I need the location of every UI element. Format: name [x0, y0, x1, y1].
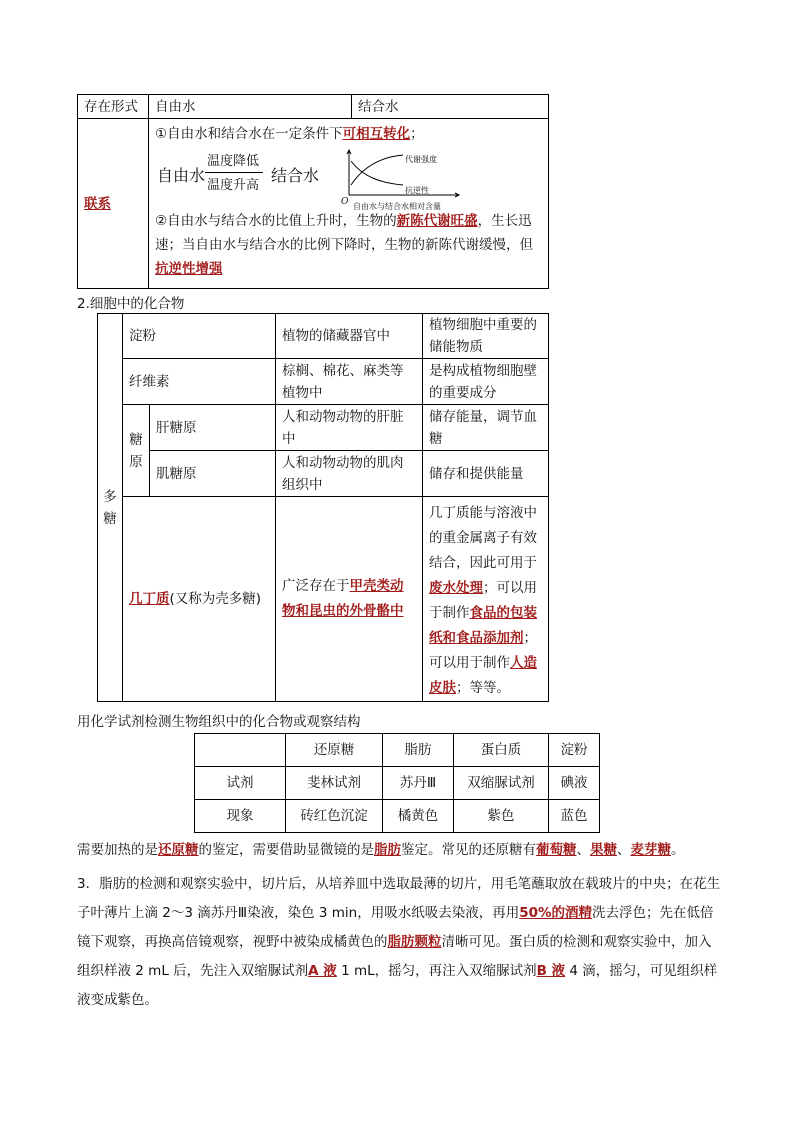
header-starch: 淀粉 [549, 734, 600, 767]
reagent-table: 还原糖 脂肪 蛋白质 淀粉 试剂 斐林试剂 苏丹Ⅲ 双缩脲试剂 碘液 现象 砖红色沉淀 橘黄色 紫色 蓝色 [194, 733, 600, 833]
graph-label-metabolism: 代谢强度 [405, 155, 437, 164]
lianxi-content [149, 119, 549, 289]
cellulose-name: 纤维素 [123, 359, 276, 405]
cellulose-location: 棕榈、棉花、麻类等植物中 [276, 359, 423, 405]
polysaccharide-table [97, 313, 549, 702]
graph-label-resistance: 抗逆性 [405, 186, 429, 195]
graph-x-label: 自由水与结合水相对含量 [353, 202, 441, 211]
starch-function: 植物细胞中重要的储能物质 [423, 314, 549, 359]
relation-line-1: ①自由水和结合水在一定条件下可相互转化； [155, 126, 424, 142]
liver-glycogen-function: 储存能量，调节血糖 [423, 405, 549, 451]
liver-glycogen-location: 人和动物动物的肝脏中 [276, 405, 423, 451]
equilibrium-arrow [205, 172, 263, 173]
chitin-name: 几丁质(又称为壳多糖) [123, 497, 276, 702]
row-phenomenon-label: 现象 [195, 800, 286, 833]
liver-glycogen-name: 肝糖原 [150, 405, 276, 451]
header-bound-water: 结合水 [352, 95, 549, 119]
header-form: 存在形式 [78, 95, 149, 119]
graph-origin: O [341, 197, 349, 207]
relation-line-2: ②自由水与结合水的比值上升时，生物的新陈代谢旺盛，生长迅速；当自由水与结合水的比例下降时，生物的新陈代谢缓慢，但抗逆性增强 [155, 213, 533, 277]
header-fat: 脂肪 [383, 734, 454, 767]
lianxi-label: 联系 [78, 119, 149, 289]
section-3-title: 用化学试剂检测生物组织中的化合物或观察结构 [77, 714, 361, 730]
fat-detection-paragraph: 3．脂肪的检测和观察实验中，切片后，从培养皿中选取最薄的切片，用毛笔蘸取放在载玻片的中央；在花生子叶薄片上滴 2～3 滴苏丹Ⅲ染液，染色 3 min，用吸水纸吸去染液，再用50%的酒精洗去浮色；先在低倍镜下观察，再换高倍镜观察，视野中被染成橘黄色的脂肪颗粒清晰可见。蛋白质的检测和观察实验中，加入组织样液 2 mL 后，先注入双缩脲试剂A 液 1 mL，摇匀，再注入双缩脲试剂B 液 4 滴，摇匀，可见组织样液变成紫色。 [77, 876, 721, 1008]
section-2-title: 2.细胞中的化合物 [77, 296, 185, 312]
muscle-glycogen-location: 人和动物动物的肌肉组织中 [276, 451, 423, 497]
duotang-label: 多 糖 [98, 314, 123, 702]
header-free-water: 自由水 [149, 95, 352, 119]
header-protein: 蛋白质 [454, 734, 549, 767]
tangyuan-label: 糖 原 [123, 405, 150, 497]
row-reagent-label: 试剂 [195, 767, 286, 800]
cellulose-function: 是构成植物细胞壁的重要成分 [423, 359, 549, 405]
muscle-glycogen-name: 肌糖原 [150, 451, 276, 497]
starch-name: 淀粉 [123, 314, 276, 359]
muscle-glycogen-function: 储存和提供能量 [423, 451, 549, 497]
chitin-function: 几丁质能与溶液中的重金属离子有效结合，因此可用于废水处理；可以用于制作食品的包装纸和食品添加剂；可以用于制作人造皮肤；等等。 [423, 497, 549, 702]
chitin-location: 广泛存在于甲壳类动物和昆虫的外骨骼中 [276, 497, 423, 702]
header-reducing-sugar: 还原糖 [286, 734, 383, 767]
starch-location: 植物的储藏器官中 [276, 314, 423, 359]
reducing-sugar-note: 需要加热的是还原糖的鉴定，需要借助显微镜的是脂肪鉴定。常见的还原糖有葡萄糖、果糖、麦芽糖。 [77, 842, 685, 858]
water-table [77, 94, 549, 289]
conversion-equation: 自由水 温度降低 温度升高 结合水 代谢强度 抗逆性 O 自由水与结合水相对含量 [155, 147, 542, 205]
